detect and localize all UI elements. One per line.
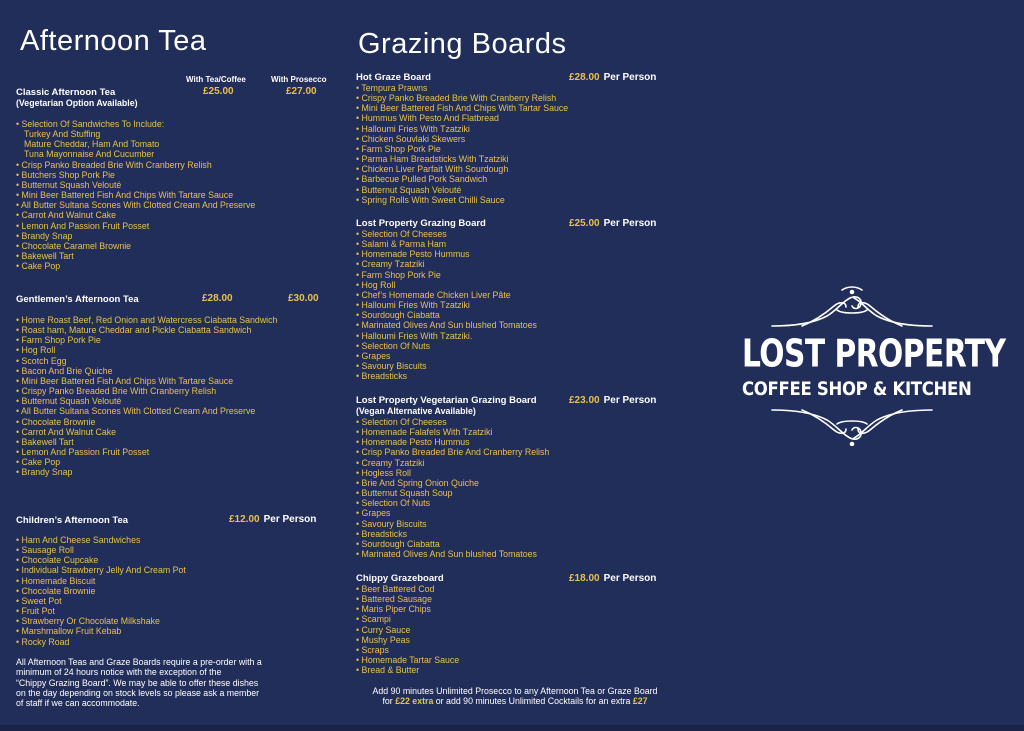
childrens-tea-title: Children’s Afternoon Tea	[16, 515, 129, 526]
classic-tea-items	[16, 119, 255, 271]
list-item: • Homemade Biscuit	[16, 576, 186, 586]
list-item: • Chocolate Brownie	[16, 417, 277, 427]
list-item: • Selection Of Sandwiches To Include:	[16, 119, 255, 129]
list-item: • Selection Of Cheeses	[356, 229, 537, 239]
list-item: • Fruit Pot	[16, 606, 186, 616]
list-item: • Homemade Pesto Hummus	[356, 249, 537, 259]
lost-property-logo	[742, 286, 1006, 446]
chippy-board-price	[569, 573, 656, 584]
list-item: • Butternut Squash Velouté	[356, 185, 568, 195]
list-item: • Carrot And Walnut Cake	[16, 427, 277, 437]
list-item: • Curry Sauce	[356, 625, 459, 635]
list-item: • Mini Beer Battered Fish And Chips With Tartare Sauce	[16, 190, 255, 200]
list-item: • Hummus With Pesto And Flatbread	[356, 113, 568, 123]
classic-tea-title-text: Classic Afternoon Tea	[16, 87, 116, 98]
list-item: • Hog Roll	[356, 280, 537, 290]
list-item: • Grapes	[356, 508, 549, 518]
chippy-board-title: Chippy Grazeboard	[356, 573, 444, 584]
hot-graze-price	[569, 72, 656, 83]
list-item: • Lemon And Passion Fruit Posset	[16, 221, 255, 231]
list-item: • Lemon And Passion Fruit Posset	[16, 447, 277, 457]
list-item: • Roast ham, Mature Cheddar and Pickle Ciabatta Sandwich	[16, 325, 277, 335]
list-item: • Cake Pop	[16, 261, 255, 271]
footer-text-a: for	[382, 696, 396, 707]
list-item: • Butchers Shop Pork Pie	[16, 170, 255, 180]
list-item: • Brandy Snap	[16, 467, 277, 477]
list-item: • Hog Roll	[16, 345, 277, 355]
unlimited-drinks-line1: Add 90 minutes Unlimited Prosecco to any Afternoon Tea or Graze Board	[372, 686, 658, 696]
list-item: • Selection Of Cheeses	[356, 417, 549, 427]
preorder-note	[16, 657, 326, 708]
list-item: • Homemade Pesto Hummus	[356, 437, 549, 447]
chippy-board-price-value: £18.00	[569, 573, 600, 584]
vegetarian-board-per-person: Per Person	[603, 395, 657, 406]
col-head-prosecco: With Prosecco	[271, 75, 327, 84]
col-head-tea: With Tea/Coffee	[186, 75, 246, 84]
list-item: • Bacon And Brie Quiche	[16, 366, 277, 376]
list-item: • Chocolate Caramel Brownie	[16, 241, 255, 251]
list-item: • Scampi	[356, 614, 459, 624]
list-item: • Beer Battered Cod	[356, 584, 459, 594]
list-item: • Butternut Squash Soup	[356, 488, 549, 498]
list-item: • Breadsticks	[356, 371, 537, 381]
list-item: • Tempura Prawns	[356, 83, 568, 93]
logo-title: LOST PROPERTY	[742, 331, 1006, 376]
list-item: • Farm Shop Pork Pie	[16, 335, 277, 345]
note-line: “Chippy Grazing Board”. We may be able to offer these dishes	[16, 677, 259, 688]
note-line: of staff if we can accommodate.	[16, 698, 140, 709]
childrens-per-person: Per Person	[263, 514, 317, 525]
list-item: • Hogless Roll	[356, 468, 549, 478]
list-item: • Cake Pop	[16, 457, 277, 467]
list-item: • Farm Shop Pork Pie	[356, 144, 568, 154]
vegetarian-board-subtitle: (Vegan Alternative Available)	[356, 406, 476, 416]
list-item: • Scotch Egg	[16, 356, 277, 366]
hot-graze-price-value: £28.00	[569, 72, 600, 83]
note-line: on the day depending on stock levels so please ask a member	[16, 687, 260, 698]
vegetarian-board-title-text: Lost Property Vegetarian Grazing Board	[356, 395, 537, 406]
list-item: • Chocolate Brownie	[16, 586, 186, 596]
vegetarian-board-items	[356, 417, 549, 559]
classic-price-tea: £25.00	[203, 86, 234, 97]
childrens-price-value: £12.00	[229, 514, 260, 525]
list-item: Mature Cheddar, Ham And Tomato	[24, 139, 160, 150]
list-item: • Farm Shop Pork Pie	[356, 270, 537, 280]
list-item: Turkey And Stuffing	[24, 129, 101, 140]
list-item: • Butternut Squash Velouté	[16, 396, 277, 406]
lost-property-board-price-value: £25.00	[569, 218, 600, 229]
list-item: • Selection Of Nuts	[356, 341, 537, 351]
list-item: • Sourdough Ciabatta	[356, 310, 537, 320]
classic-tea-subtitle: (Vegetarian Option Available)	[16, 98, 138, 108]
list-item: • Crispy Panko Breaded Brie With Cranberry Relish	[356, 93, 568, 103]
list-item: • Halloumi Fries With Tzatziki	[356, 300, 537, 310]
hot-graze-items	[356, 83, 568, 205]
footer-price-prosecco: £22 extra	[395, 696, 434, 707]
gentlemens-price-prosecco: £30.00	[288, 293, 319, 304]
list-item: • Rocky Road	[16, 637, 186, 647]
lost-property-board-per-person: Per Person	[603, 218, 657, 229]
lost-property-board-title: Lost Property Grazing Board	[356, 218, 486, 229]
list-item: • Grapes	[356, 351, 537, 361]
list-item: • Bread & Butter	[356, 665, 459, 675]
list-item: • Sweet Pot	[16, 596, 186, 606]
lost-property-board-price	[569, 218, 656, 229]
list-item: • Crisp Panko Breaded Brie And Cranberry Relish	[356, 447, 549, 457]
list-item: • Scraps	[356, 645, 459, 655]
list-item: • Sourdough Ciabatta	[356, 539, 549, 549]
list-item: Tuna Mayonnaise And Cucumber	[24, 149, 155, 160]
vegetarian-board-price-value: £23.00	[569, 395, 600, 406]
childrens-tea-items	[16, 535, 186, 647]
gentlemens-price-tea: £28.00	[202, 293, 233, 304]
lost-property-board-items	[356, 229, 537, 381]
classic-price-prosecco: £27.00	[286, 86, 317, 97]
list-item: • Ham And Cheese Sandwiches	[16, 535, 186, 545]
list-item: • Creamy Tzatziki	[356, 259, 537, 269]
list-item: • Marshmallow Fruit Kebab	[16, 626, 186, 636]
vegetarian-board-title	[356, 395, 537, 416]
unlimited-drinks-line2	[350, 696, 680, 706]
logo-subtitle: COFFEE SHOP & KITCHEN	[742, 377, 972, 400]
list-item: • Crisp Panko Breaded Brie With Cranberry Relish	[16, 160, 255, 170]
list-item: • Marinated Olives And Sun blushed Tomatoes	[356, 549, 549, 559]
list-item: • Halloumi Fries With Tzatziki.	[356, 331, 537, 341]
list-item: • Homemade Tartar Sauce	[356, 655, 459, 665]
list-item: • All Butter Sultana Scones With Clotted Cream And Preserve	[16, 406, 277, 416]
list-item: • Chocolate Cupcake	[16, 555, 186, 565]
vegetarian-board-price	[569, 395, 656, 406]
footer-text-b: or add 90 minutes Unlimited Cocktails for an extra	[433, 696, 633, 707]
list-item: • Carrot And Walnut Cake	[16, 210, 255, 220]
list-item: • Sausage Roll	[16, 545, 186, 555]
childrens-price	[229, 514, 316, 525]
gentlemens-tea-items	[16, 315, 277, 478]
grazing-boards-heading: Grazing Boards	[358, 28, 567, 60]
list-item: • Mini Beer Battered Fish And Chips With Tartar Sauce	[356, 103, 568, 113]
list-item: • Halloumi Fries With Tzatziki	[356, 124, 568, 134]
afternoon-tea-heading: Afternoon Tea	[20, 25, 207, 57]
list-item: • Mini Beer Battered Fish And Chips With Tartare Sauce	[16, 376, 277, 386]
list-item: • Savoury Biscuits	[356, 361, 537, 371]
gentlemens-tea-title: Gentlemen’s Afternoon Tea	[16, 294, 139, 305]
list-item: • Parma Ham Breadsticks With Tzatziki	[356, 154, 568, 164]
list-item: • Savoury Biscuits	[356, 519, 549, 529]
list-item: • Brie And Spring Onion Quiche	[356, 478, 549, 488]
list-item: • Individual Strawberry Jelly And Cream Pot	[16, 565, 186, 575]
hot-graze-title: Hot Graze Board	[356, 72, 431, 83]
list-item: • Mushy Peas	[356, 635, 459, 645]
list-item: • Bakewell Tart	[16, 251, 255, 261]
footer-price-cocktails: £27	[632, 696, 648, 707]
list-item: • Breadsticks	[356, 529, 549, 539]
list-item: • Brandy Snap	[16, 231, 255, 241]
list-item: • Bakewell Tart	[16, 437, 277, 447]
list-item: • Strawberry Or Chocolate Milkshake	[16, 616, 186, 626]
list-item: • Maris Piper Chips	[356, 604, 459, 614]
note-line: All Afternoon Teas and Graze Boards require a pre-order with a	[16, 657, 262, 667]
classic-tea-title	[16, 87, 138, 108]
list-item: • Butternut Squash Velouté	[16, 180, 255, 190]
list-item: • Homemade Falafels With Tzatziki	[356, 427, 549, 437]
logo-top-flourish-icon	[742, 286, 962, 334]
note-line: minimum of 24 hours notice with the exception of the	[16, 667, 222, 678]
list-item: • Chef’s Homemade Chicken Liver Pâte	[356, 290, 537, 300]
list-item: • Selection Of Nuts	[356, 498, 549, 508]
list-item: • Home Roast Beef, Red Onion and Watercress Ciabatta Sandwich	[16, 315, 277, 325]
list-item: • Chicken Souvlaki Skewers	[356, 134, 568, 144]
hot-graze-per-person: Per Person	[603, 72, 657, 83]
list-item: • Marinated Olives And Sun blushed Tomatoes	[356, 320, 537, 330]
chippy-board-items	[356, 584, 459, 675]
list-item: • Battered Sausage	[356, 594, 459, 604]
chippy-board-per-person: Per Person	[603, 573, 657, 584]
list-item: • Spring Rolls With Sweet Chilli Sauce	[356, 195, 568, 205]
unlimited-drinks-note	[350, 686, 680, 707]
list-item: • Chicken Liver Parfait With Sourdough	[356, 164, 568, 174]
list-item: • Creamy Tzatziki	[356, 458, 549, 468]
list-item: • All Butter Sultana Scones With Clotted Cream And Preserve	[16, 200, 255, 210]
list-item: • Barbecue Pulled Pork Sandwich	[356, 174, 568, 184]
list-item: • Crispy Panko Breaded Brie With Cranberry Relish	[16, 386, 277, 396]
page-bottom-edge	[0, 725, 1024, 731]
logo-bottom-flourish-icon	[742, 406, 962, 446]
list-item: • Salami & Parma Ham	[356, 239, 537, 249]
